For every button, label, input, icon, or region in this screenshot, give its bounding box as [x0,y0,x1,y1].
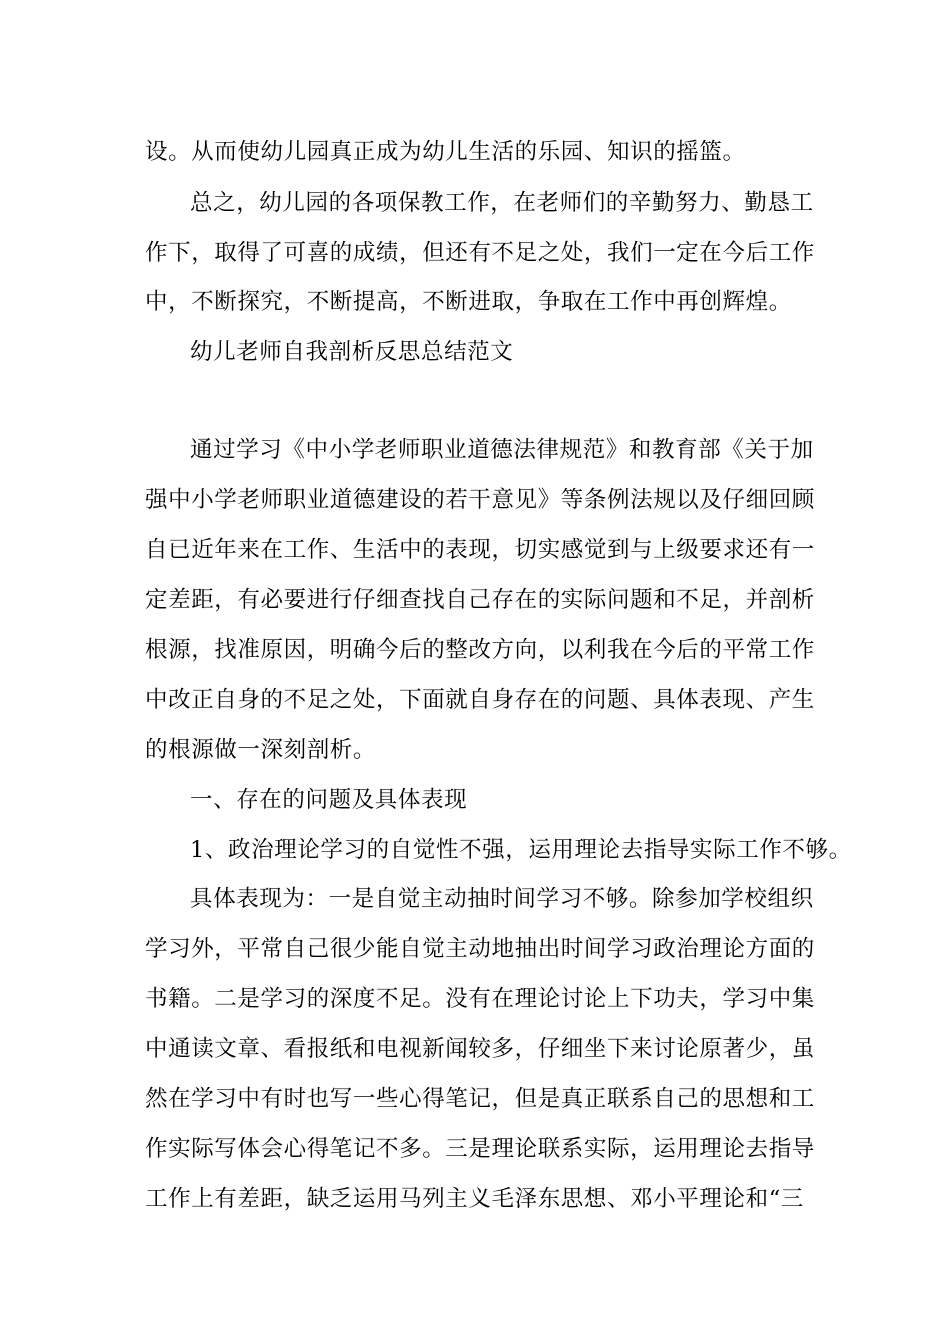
paragraph-line: 然在学习中有时也写一些心得笔记，但是真正联系自己的思想和工 [145,1086,815,1112]
section-title: 幼儿老师自我剖析反思总结范文 [190,339,514,365]
paragraph-line: 通过学习《中小学老师职业道德法律规范》和教育部《关于加 [190,437,814,463]
paragraph-line: 作实际写体会心得笔记不多。三是理论联系实际，运用理论去指导 [145,1136,815,1162]
paragraph-line: 根源，找准原因，明确今后的整改方向，以利我在今后的平常工作 [145,637,815,663]
heading-line: 一、存在的问题及具体表现 [190,787,468,813]
paragraph-line: 设。从而使幼儿园真正成为幼儿生活的乐园、知识的摇篮。 [145,139,746,165]
paragraph-line: 定差距，有必要进行仔细查找自己存在的实际问题和不足，并剖析 [145,587,815,613]
paragraph-line: 工作上有差距，缺乏运用马列主义毛泽东思想、邓小平理论和“三 [145,1186,804,1212]
paragraph-line: 强中小学老师职业道德建设的若干意见》等条例法规以及仔细回顾 [145,487,815,513]
paragraph-line: 总之，幼儿园的各项保教工作，在老师们的辛勤努力、勤恳工 [190,190,814,216]
paragraph-line: 作下，取得了可喜的成绩，但还有不足之处，我们一定在今后工作 [145,240,815,266]
paragraph-line: 的根源做一深刻剖析。 [145,737,377,763]
paragraph-line: 1、政治理论学习的自觉性不强，运用理论去指导实际工作不够。 [190,837,852,863]
paragraph-line: 学习外，平常自己很少能自觉主动地抽出时间学习政治理论方面的 [145,936,815,962]
paragraph-line: 中改正自身的不足之处，下面就自身存在的问题、具体表现、产生 [145,687,815,713]
paragraph-line: 书籍。二是学习的深度不足。没有在理论讨论上下功夫，学习中集 [145,986,815,1012]
paragraph-line: 具体表现为：一是自觉主动抽时间学习不够。除参加学校组织 [190,886,814,912]
paragraph-line: 自已近年来在工作、生活中的表现，切实感觉到与上级要求还有一 [145,537,815,563]
paragraph-line: 中，不断探究，不断提高，不断进取，争取在工作中再创辉煌。 [145,289,792,315]
paragraph-line: 中通读文章、看报纸和电视新闻较多，仔细坐下来讨论原著少，虽 [145,1036,815,1062]
